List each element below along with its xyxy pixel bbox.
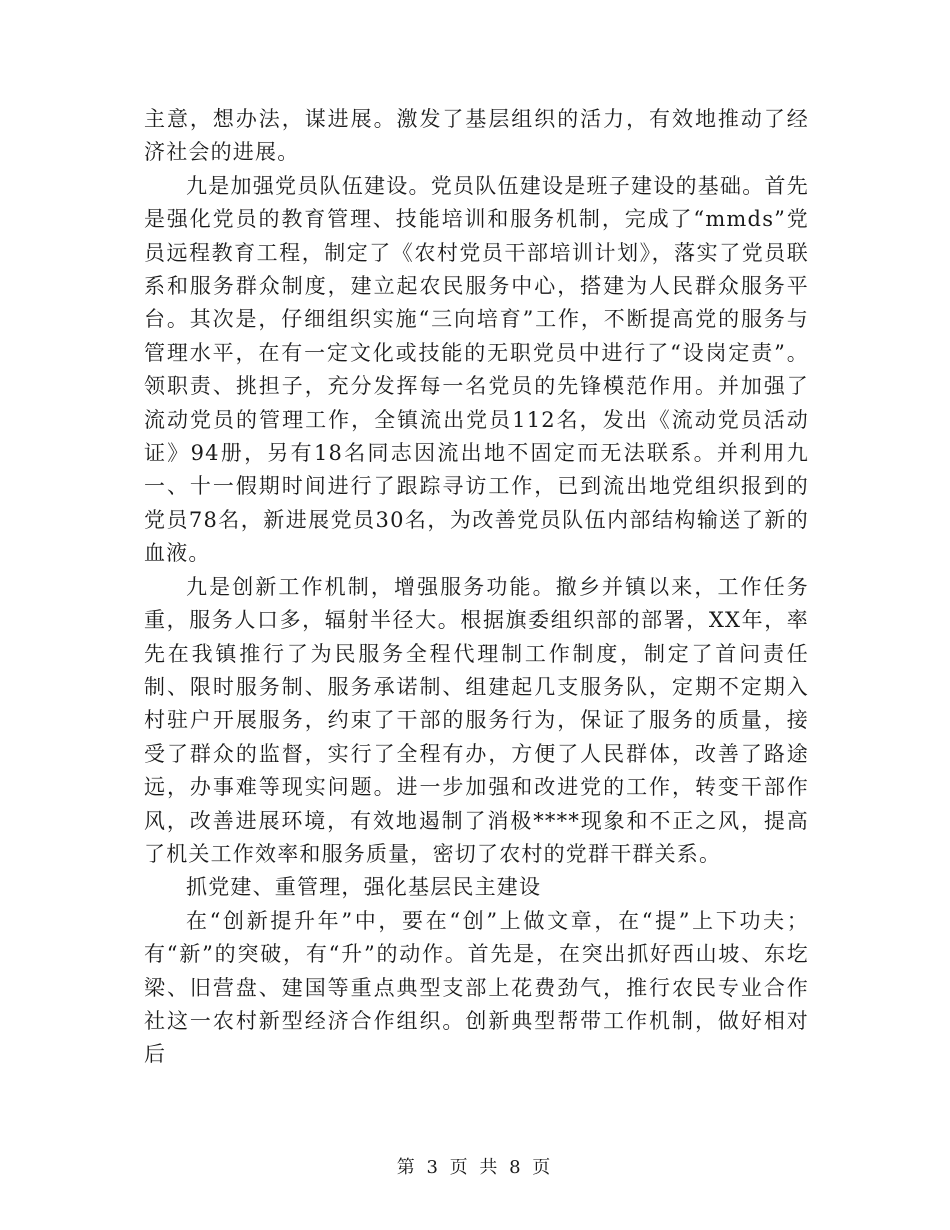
document-body xyxy=(144,103,809,1072)
paragraph-continued: 主意，想办法，谋进展。激发了基层组织的活力，有效地推动了经济社会的进展。 xyxy=(144,107,809,165)
paragraph-party-member-team: 九是加强党员队伍建设。党员队伍建设是班子建设的基础。首先是强化党员的教育管理、技能培训和服务机制，完成了“mmds”党员远程教育工程，制定了《农村党员干部培训计划》，落实了党员联系和服务群众制度，建立起农民服务中心，搭建为人民群众服务平台。其次是，仔细组织实施“三向培育”工作，不断提高党的服务与管理水平，在有一定文化或技能的无职党员中进行了“设岗定责”。领职责、挑担子，充分发挥每一名党员的先锋模范作用。并加强了流动党员的管理工作，全镇流出党员112名，发出《流动党员活动证》94册，另有18名同志因流出地不固定而无法联系。并利用九一、十一假期时间进行了跟踪寻访工作，已到流出地党组织报到的党员78名，新进展党员30名，为改善党员队伍内部结构输送了新的血液。 xyxy=(144,173,809,566)
section-heading: 抓党建、重管理，强化基层民主建设 xyxy=(186,875,542,900)
page-number-footer: 第 3 页 共 8 页 xyxy=(396,1157,554,1178)
paragraph-work-mechanism: 九是创新工作机制，增强服务功能。撤乡并镇以来，工作任务重，服务人口多，辐射半径大。根据旗委组织部的部署，XX年，率先在我镇推行了为民服务全程代理制工作制度，制定了首问责任制、限时服务制、服务承诺制、组建起几支服务队，定期不定期入村驻户开展服务，约束了干部的服务行为，保证了服务的质量，接受了群众的监督，实行了全程有办，方便了人民群体，改善了路途远，办事难等现实问题。进一步加强和改进党的工作，转变干部作风，改善进展环境，有效地遏制了消极****现象和不正之风，提高了机关工作效率和服务质量，密切了农村的党群干群关系。 xyxy=(144,574,809,866)
paragraph-innovation-year: 在“创新提升年”中，要在“创”上做文章，在“提”上下功夫；有“新”的突破，有“升”的动作。首先是，在突出抓好西山坡、东圪梁、旧营盘、建国等重点典型支部上花费劲气，推行农民专业合作社这一农村新型经济合作组织。创新典型帮带工作机制，做好相对后 xyxy=(144,908,809,1067)
